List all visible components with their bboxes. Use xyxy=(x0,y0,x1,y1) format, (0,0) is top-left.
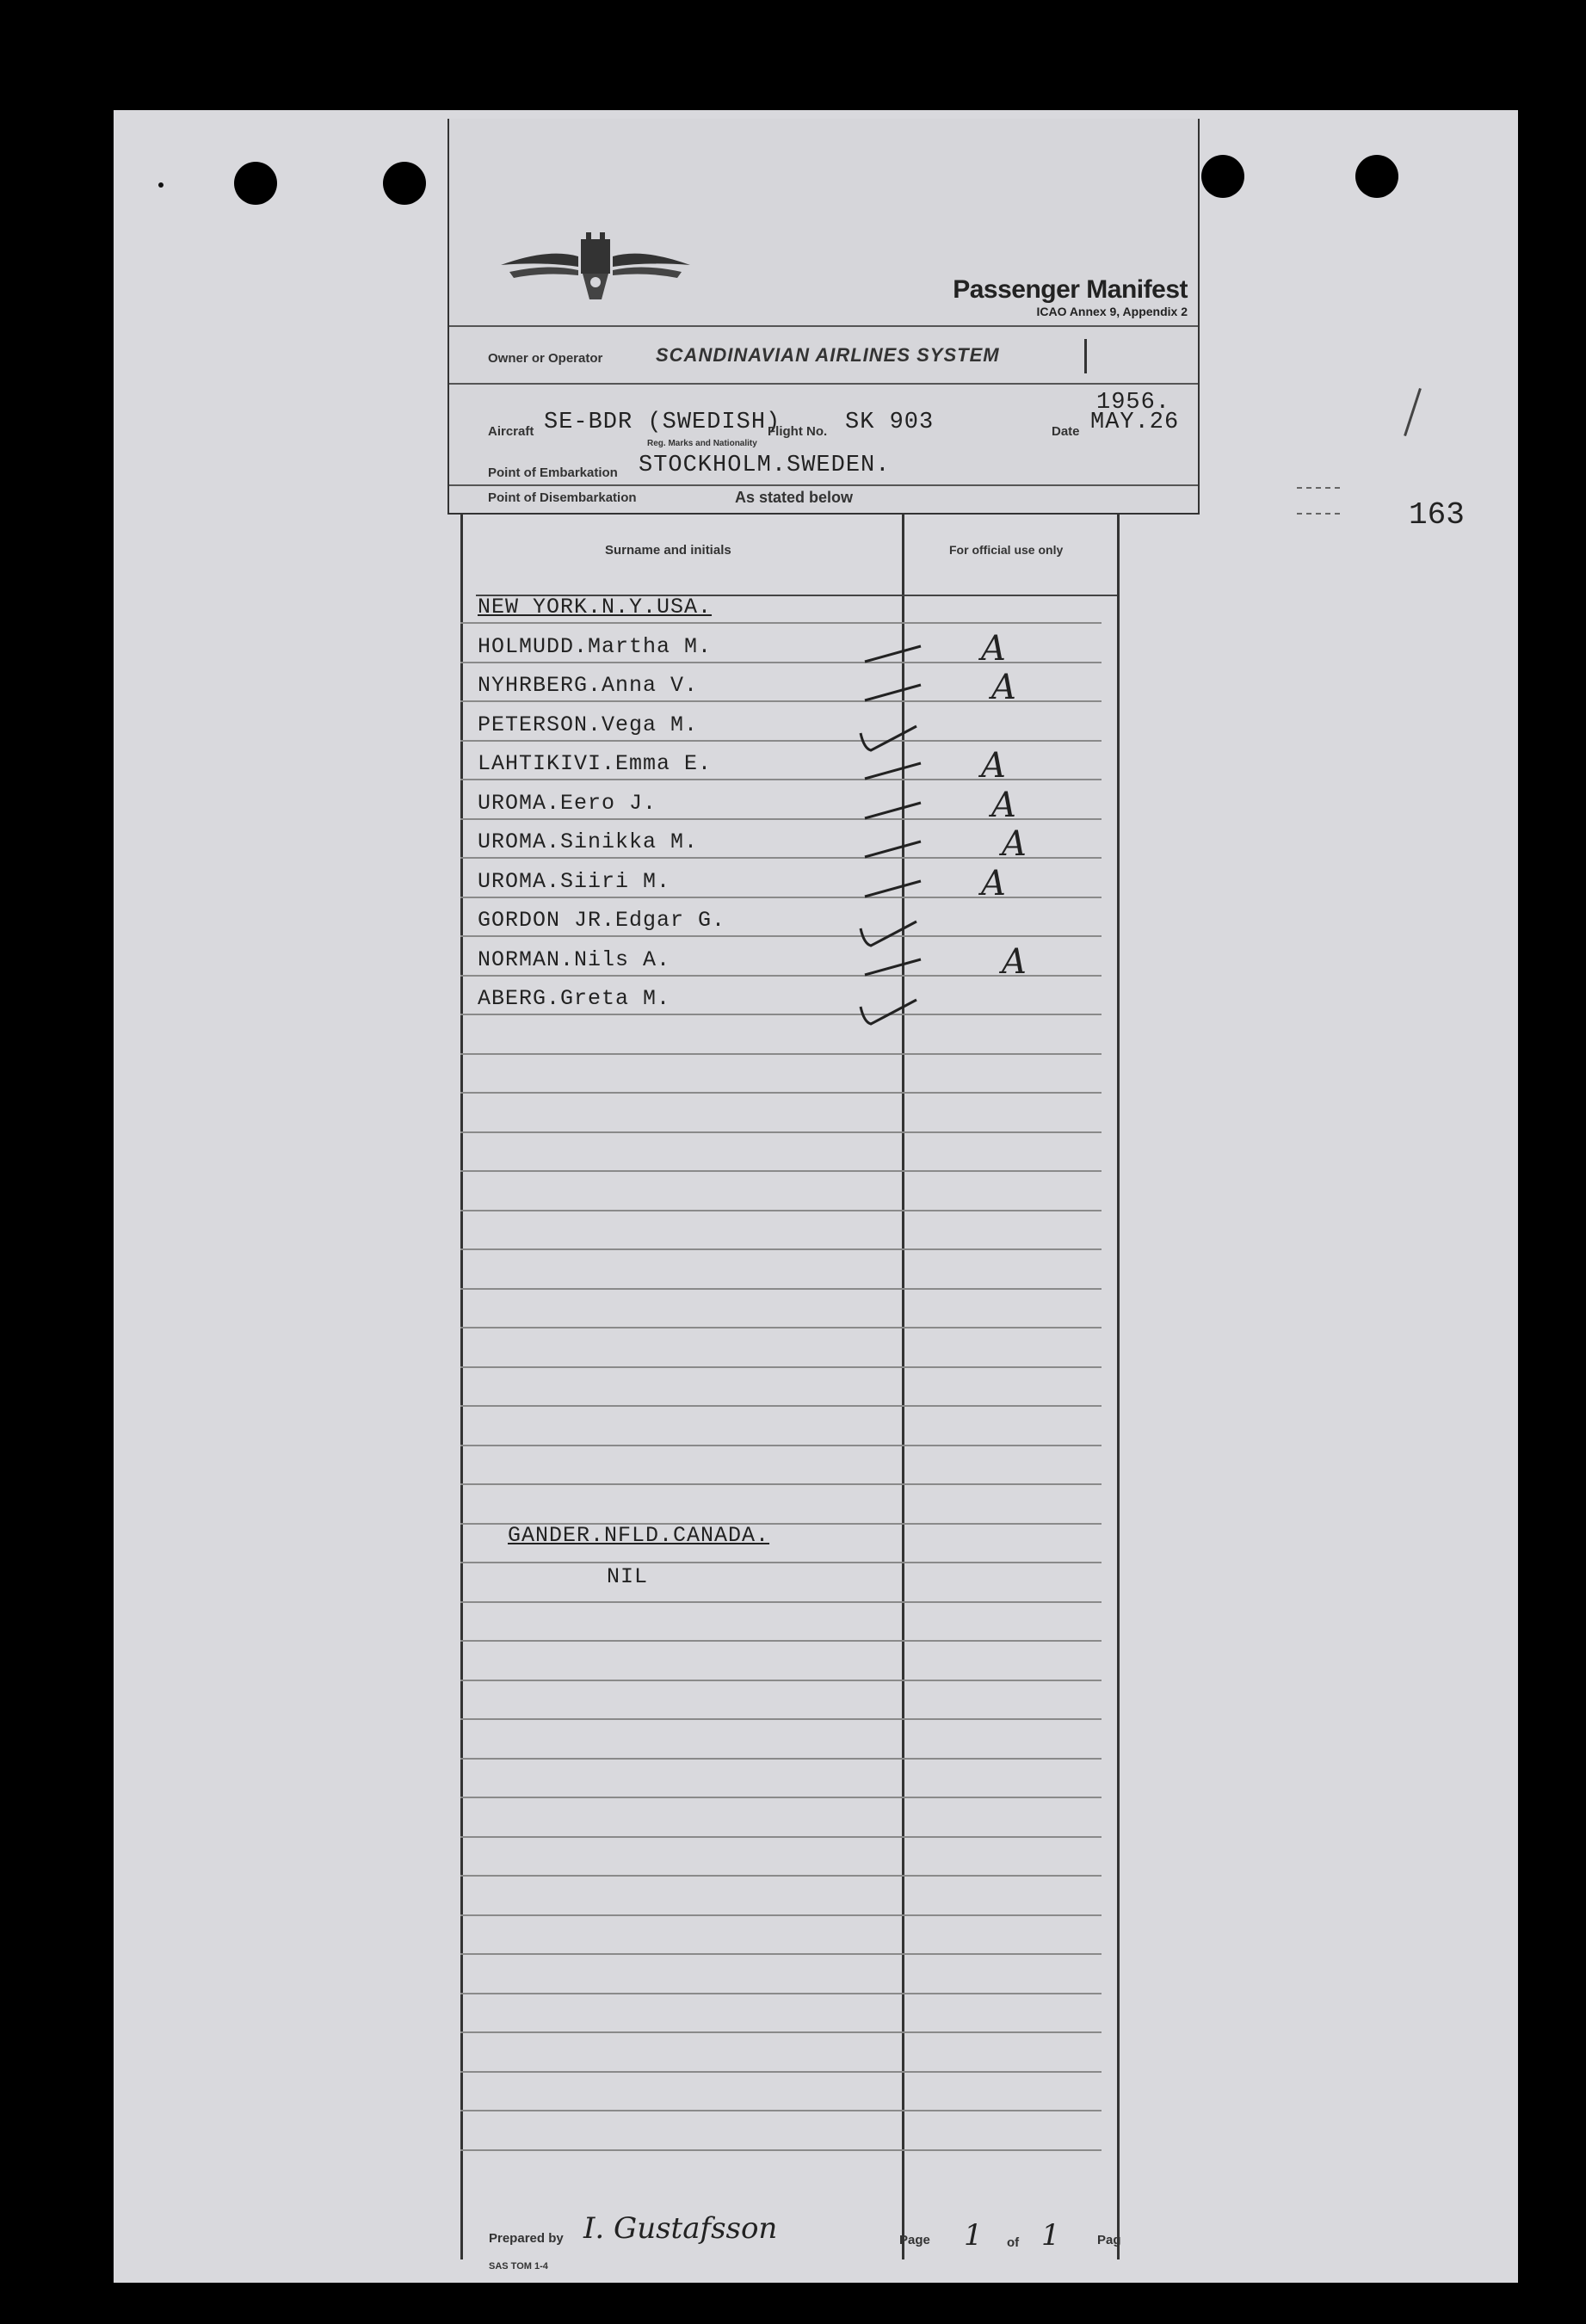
table-row-rule xyxy=(460,1758,1102,1760)
passenger-name: GORDON JR.Edgar G. xyxy=(478,908,726,933)
table-row-rule xyxy=(460,1445,1102,1446)
table-row-rule xyxy=(460,1797,1102,1798)
page-number: 1 xyxy=(964,2218,983,2253)
aircraft-label: Aircraft xyxy=(488,424,534,439)
table-row-rule xyxy=(460,1836,1102,1838)
divider xyxy=(449,383,1198,385)
page-total: 1 xyxy=(1041,2218,1060,2253)
table-row-rule xyxy=(460,1914,1102,1916)
divider xyxy=(449,484,1198,486)
aircraft-sub-label: Reg. Marks and Nationality xyxy=(647,439,757,448)
check-dash-icon xyxy=(852,871,929,914)
table-row-rule xyxy=(460,1875,1102,1877)
disembark-label: Point of Disembarkation xyxy=(488,490,637,505)
table-row-rule xyxy=(460,1483,1102,1485)
manifest-form xyxy=(447,119,1325,2272)
official-code: A xyxy=(991,668,1016,707)
table-row-rule xyxy=(460,1053,1102,1055)
table-row-rule xyxy=(460,1014,1102,1015)
col-header-official: For official use only xyxy=(949,543,1064,557)
section-note: NIL xyxy=(607,1564,649,1589)
table-row-rule xyxy=(460,1210,1102,1211)
table-row-rule xyxy=(460,1288,1102,1290)
table-row-rule xyxy=(460,1170,1102,1172)
table-row-rule xyxy=(460,1601,1102,1603)
date-year: 1956. xyxy=(1096,390,1171,416)
passenger-name: UROMA.Siiri M. xyxy=(478,869,671,894)
embark-value: STOCKHOLM.SWEDEN. xyxy=(639,453,891,478)
manifest-title: Passenger Manifest xyxy=(953,275,1188,304)
divider xyxy=(449,325,1198,327)
manifest-title-block xyxy=(953,275,1188,318)
table-row-rule xyxy=(460,1718,1102,1720)
passenger-name: HOLMUDD.Martha M. xyxy=(478,634,713,659)
passenger-name: LAHTIKIVI.Emma E. xyxy=(478,751,713,776)
passenger-name: PETERSON.Vega M. xyxy=(478,712,699,737)
check-tick-icon xyxy=(852,988,929,1031)
passenger-name: NORMAN.Nils A. xyxy=(478,947,671,972)
passenger-name: ABERG.Greta M. xyxy=(478,986,671,1011)
table-row-rule xyxy=(460,2149,1102,2151)
margin-pencil-mark xyxy=(1404,388,1422,436)
manifest-subtitle: ICAO Annex 9, Appendix 2 xyxy=(1036,305,1188,318)
table-row-rule xyxy=(460,1327,1102,1328)
speck xyxy=(158,182,164,188)
check-dash-icon xyxy=(852,675,929,718)
official-code: A xyxy=(991,786,1016,825)
table-row-rule xyxy=(460,2031,1102,2033)
check-tick-icon xyxy=(852,909,929,952)
official-code: A xyxy=(981,629,1006,669)
table-row-rule xyxy=(460,1993,1102,1994)
check-dash-icon xyxy=(852,831,929,874)
check-dash-icon xyxy=(852,792,929,835)
col-header-names: Surname and initials xyxy=(605,543,731,558)
punch-hole xyxy=(234,162,277,205)
flight-label: Flight No. xyxy=(768,424,828,439)
table-row-rule xyxy=(460,1131,1102,1133)
table-row-rule xyxy=(460,935,1102,937)
table-row-rule xyxy=(460,622,1102,624)
page-label-2: Pag xyxy=(1097,2233,1121,2247)
passenger-name: UROMA.Sinikka M. xyxy=(478,829,699,854)
prepared-by-label: Prepared by xyxy=(489,2231,564,2246)
passenger-name: NYHRBERG.Anna V. xyxy=(478,673,699,698)
official-code: A xyxy=(1002,824,1027,864)
table-row-rule xyxy=(460,1953,1102,1955)
official-code: A xyxy=(1002,942,1027,982)
owner-value: SCANDINAVIAN AIRLINES SYSTEM xyxy=(656,344,1000,366)
side-stamp-number: 163 xyxy=(1409,497,1465,533)
airline-winged-crest-icon xyxy=(497,231,694,308)
official-code: A xyxy=(981,746,1006,786)
destination-heading: NEW YORK.N.Y.USA. xyxy=(478,595,713,620)
destination-heading: GANDER.NFLD.CANADA. xyxy=(508,1523,770,1548)
table-row-rule xyxy=(460,1680,1102,1681)
form-code: SAS TOM 1-4 xyxy=(489,2261,548,2272)
check-dash-icon xyxy=(852,636,929,679)
owner-label: Owner or Operator xyxy=(488,351,603,366)
punch-hole xyxy=(1355,155,1398,198)
page-label: Page xyxy=(899,2233,930,2247)
table-row-rule xyxy=(460,2110,1102,2111)
flight-value: SK 903 xyxy=(845,410,935,435)
table-row-rule xyxy=(460,1562,1102,1563)
form-header-block xyxy=(447,119,1200,515)
table-row-rule xyxy=(460,1405,1102,1407)
check-tick-icon xyxy=(852,714,929,757)
operator-stroke xyxy=(1084,339,1087,373)
table-row-rule xyxy=(460,1248,1102,1250)
prepared-by-signature: I. Gustafsson xyxy=(583,2211,778,2246)
table-row-rule xyxy=(460,1640,1102,1642)
disembark-value: As stated below xyxy=(735,489,854,506)
date-value: MAY.26 xyxy=(1090,410,1180,435)
table-row-rule xyxy=(460,2071,1102,2073)
check-dash-icon xyxy=(852,949,929,992)
passenger-name: UROMA.Eero J. xyxy=(478,791,657,816)
aircraft-value: SE-BDR (SWEDISH) xyxy=(544,410,781,435)
date-label: Date xyxy=(1052,424,1080,439)
official-code: A xyxy=(981,864,1006,903)
punch-hole xyxy=(383,162,426,205)
table-row-rule xyxy=(460,740,1102,742)
table-row-rule xyxy=(460,1366,1102,1368)
of-label: of xyxy=(1007,2235,1020,2250)
table-row-rule xyxy=(460,1092,1102,1094)
embark-label: Point of Embarkation xyxy=(488,465,618,480)
check-dash-icon xyxy=(852,753,929,796)
